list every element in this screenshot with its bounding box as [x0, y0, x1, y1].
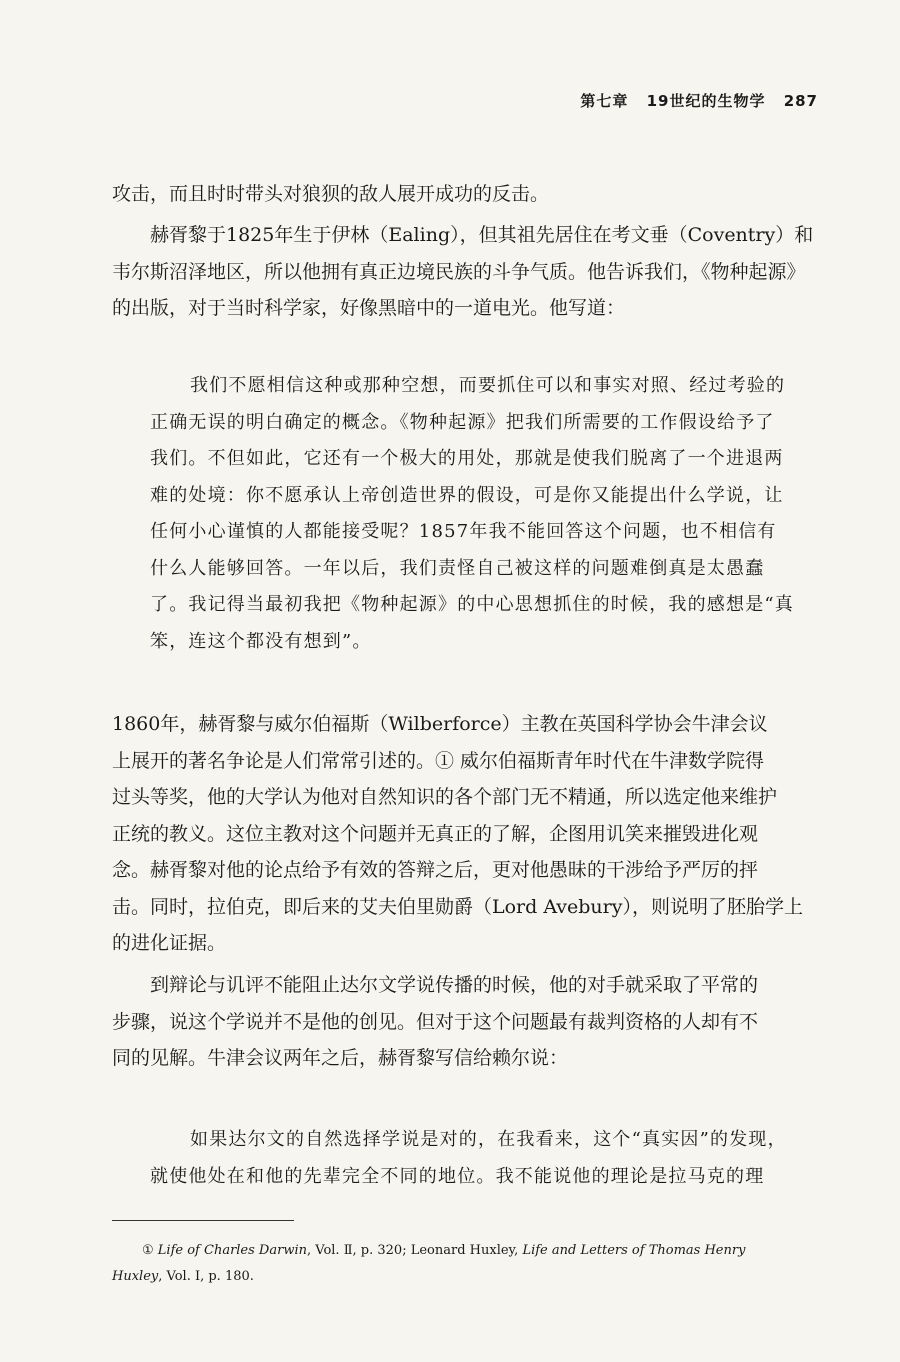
text-line: 攻击，而且时时带头对狼狈的敌人展开成功的反击。 — [112, 183, 550, 205]
footnote-volume: , Vol. Ⅰ, p. 180. — [158, 1269, 254, 1284]
text-line: 到辩论与讥评不能阻止达尔文学说传播的时候，他的对手就采取了平常的 — [150, 974, 759, 996]
running-header — [580, 90, 818, 111]
block-quote-letter — [150, 1122, 830, 1195]
paragraph-huxley-birth — [112, 217, 812, 327]
text-line: 击。同时，拉伯克，即后来的艾夫伯里勋爵（Lord Avebury），则说明了胚胎学上 — [112, 895, 803, 918]
text-line: 正统的教义。这位主教对这个问题并无真正的了解，企图用讥笑来摧毁进化观 — [112, 822, 759, 845]
quote-line: 难的处境：你不愿承认上帝创造世界的假设，可是你又能提出什么学说，让 — [150, 484, 784, 506]
paragraph-oxford-debate — [112, 706, 812, 962]
block-quote-huxley — [150, 368, 830, 660]
chapter-label: 第七章 — [580, 92, 629, 110]
footnote-title: Huxley — [112, 1269, 159, 1284]
footnote-title: Life and Letters of Thomas Henry — [522, 1243, 746, 1258]
quote-line: 我们。不但如此，它还有一个极大的用处，那就是使我们脱离了一个进退两 — [150, 448, 784, 469]
text-line: 上展开的著名争论是人们常常引述的。① 威尔伯福斯青年时代在牛津数学院得 — [112, 749, 765, 772]
text-line: 同的见解。牛津会议两年之后，赫胥黎写信给赖尔说： — [112, 1047, 569, 1069]
chapter-title: 19世纪的生物学 — [646, 92, 766, 110]
text-line: 1860年，赫胥黎与威尔伯福斯（Wilberforce）主教在英国科学协会牛津会议 — [112, 713, 768, 735]
quote-line: 笨，连这个都没有想到”。 — [150, 630, 372, 652]
quote-line: 了。我记得当最初我把《物种起源》的中心思想抓住的时候，我的感想是“真 — [150, 594, 794, 615]
text-line: 念。赫胥黎对他的论点给予有效的答辩之后，更对他愚昧的干涉给予严厉的抨 — [112, 859, 759, 881]
quote-line: 如果达尔文的自然选择学说是对的，在我看来，这个“真实因”的发现， — [190, 1129, 787, 1150]
text-line: 韦尔斯沼泽地区，所以他拥有真正边境民族的斗争气质。他告诉我们，《物种起源》 — [112, 260, 806, 283]
page-number: 287 — [783, 92, 818, 110]
quote-line: 任何小心谨慎的人都能接受呢？1857年我不能回答这个问题，也不相信有 — [150, 521, 777, 542]
quote-line: 什么人能够回答。一年以后，我们责怪自己被这样的问题难倒真是太愚蠢 — [150, 557, 765, 579]
footnote-mark: ① — [142, 1243, 154, 1258]
footnote-divider — [112, 1220, 294, 1221]
text-line: 步骤，说这个学说并不是他的创见。但对于这个问题最有裁判资格的人却有不 — [112, 1010, 759, 1033]
quote-line: 我们不愿相信这种或那种空想，而要抓住可以和事实对照、经过考验的 — [190, 375, 786, 396]
text-line: 的进化证据。 — [112, 932, 227, 954]
paragraph-opponents — [112, 967, 812, 1077]
footnote-volume: , Vol. Ⅱ, p. 320; Leonard Huxley, — [306, 1243, 519, 1258]
footnote — [112, 1238, 832, 1290]
quote-line: 就使他处在和他的先辈完全不同的地位。我不能说他的理论是拉马克的理 — [150, 1165, 765, 1187]
quote-line: 正确无误的明白确定的概念。《物种起源》把我们所需要的工作假设给予了 — [150, 411, 775, 433]
text-line: 的出版，对于当时科学家，好像黑暗中的一道电光。他写道： — [112, 297, 626, 319]
footnote-title: Life of Charles Darwin — [157, 1243, 307, 1258]
text-line: 过头等奖，他的大学认为他对自然知识的各个部门无不精通，所以选定他来维护 — [112, 786, 778, 808]
paragraph-continuation — [112, 176, 812, 213]
text-line: 赫胥黎于1825年生于伊林（Ealing），但其祖先居住在考文垂（Coventry）和 — [150, 224, 814, 246]
